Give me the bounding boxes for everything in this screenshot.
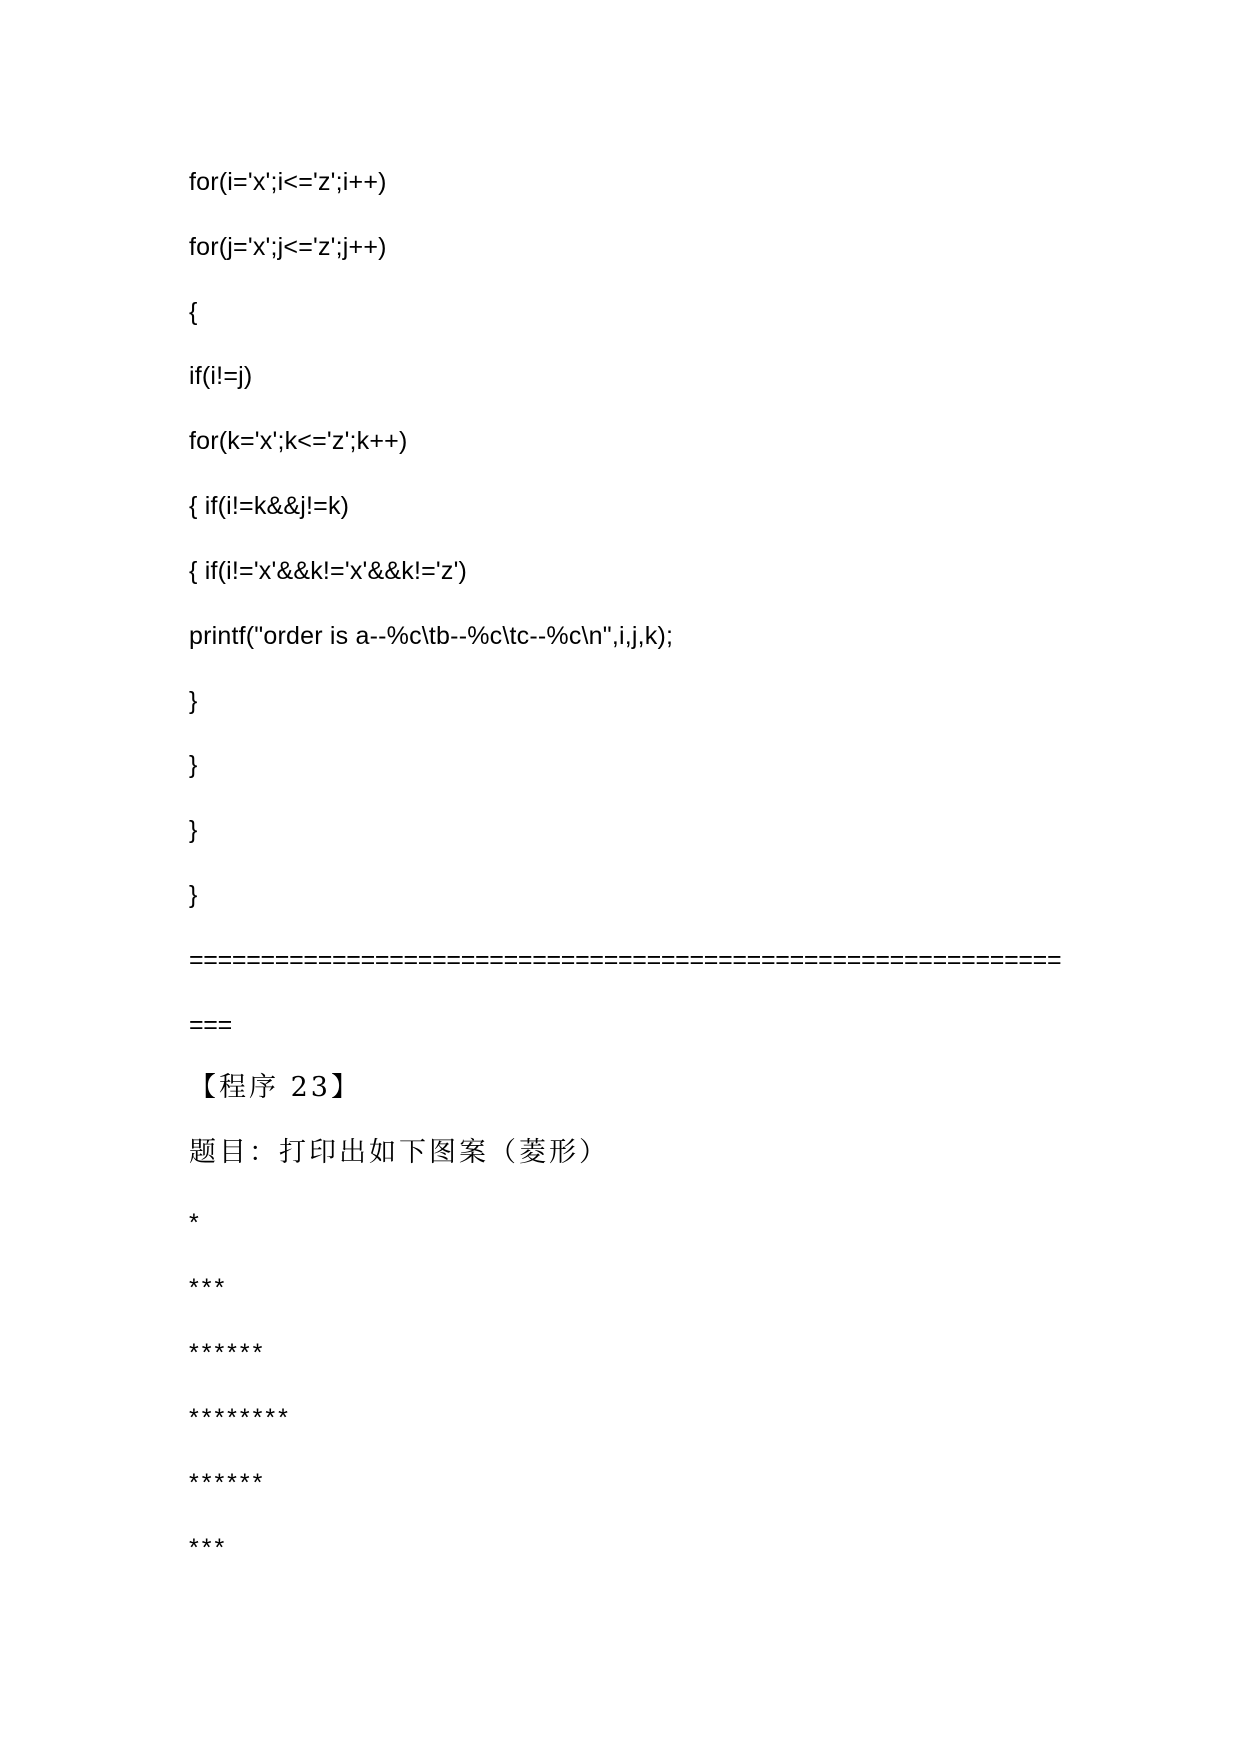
code-line: { if(i!='x'&&k!='x'&&k!='z') — [189, 557, 468, 585]
program-heading: 【程序 23】 — [189, 1072, 361, 1103]
pattern-line: ******** — [189, 1404, 291, 1432]
code-line: for(j='x';j<='z';j++) — [189, 233, 387, 261]
pattern-line: *** — [189, 1274, 228, 1302]
code-line: { — [189, 298, 198, 326]
pattern-line: * — [189, 1209, 202, 1237]
problem-text: 题目：打印出如下图案（菱形） — [189, 1137, 609, 1168]
pattern-line: ****** — [189, 1469, 266, 1497]
code-line: } — [189, 816, 198, 844]
code-line: printf("order is a--%c\tb--%c\tc--%c\n",i,j,k); — [189, 622, 674, 650]
separator-line: ============================================================= — [189, 946, 1062, 974]
code-line: } — [189, 687, 198, 715]
pattern-line: *** — [189, 1534, 228, 1562]
code-line: if(i!=j) — [189, 362, 253, 390]
code-line: { if(i!=k&&j!=k) — [189, 492, 350, 520]
separator-line: === — [189, 1011, 232, 1039]
code-line: } — [189, 881, 198, 909]
code-line: for(k='x';k<='z';k++) — [189, 427, 408, 455]
pattern-line: ****** — [189, 1339, 266, 1367]
code-line: } — [189, 751, 198, 779]
code-line: for(i='x';i<='z';i++) — [189, 168, 387, 196]
